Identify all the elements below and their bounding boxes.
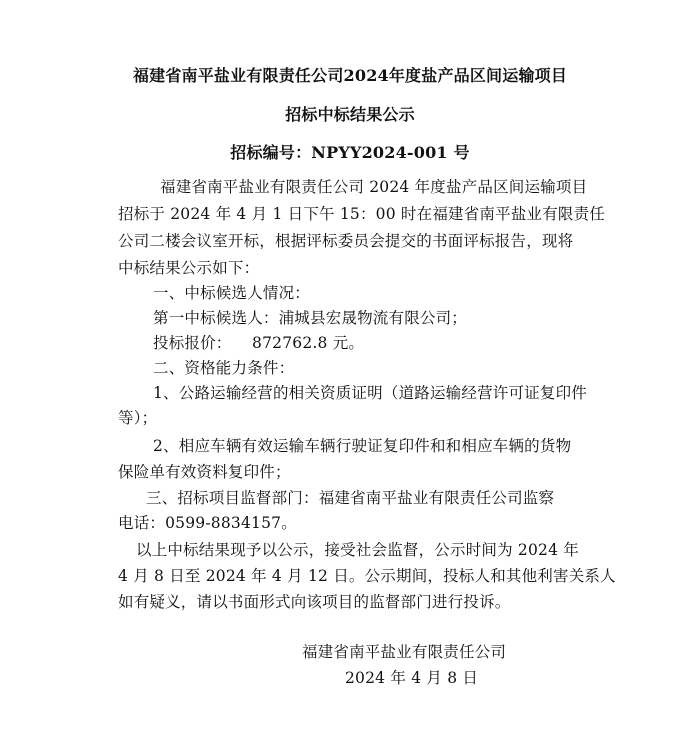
body-line: 中标结果公示如下： [118, 259, 260, 277]
bid-price: 投标报价： 872762.8 元。 [153, 334, 365, 352]
section-heading-candidates: 一、中标候选人情况： [153, 284, 311, 302]
notice-title-line-2: 招标中标结果公示 [285, 105, 415, 124]
publicity-paragraph: 以上中标结果现予以公示，接受社会监督，公示时间为 2024 年 [136, 541, 580, 559]
body-line: 招标于 2024 年 4 月 1 日下午 15：00 时在福建省南平盐业有限责任 [118, 205, 606, 223]
qualification-item-2-cont: 保险单有效资料复印件； [118, 463, 291, 481]
notice-title-line-1: 福建省南平盐业有限责任公司2024年度盐产品区间运输项目 [132, 66, 568, 85]
qualification-item-2: 2、相应车辆有效运输车辆行驶证复印件和和相应车辆的货物 [153, 437, 572, 455]
qualification-item-1-cont: 等）； [118, 409, 158, 427]
supervision-phone: 电话：0599-8834157。 [118, 514, 297, 532]
signature-date: 2024 年 4 月 8 日 [345, 669, 479, 687]
first-candidate: 第一中标候选人：浦城县宏晟物流有限公司； [153, 309, 468, 327]
qualification-item-1: 1、公路运输经营的相关资质证明（道路运输经营许可证复印件 [153, 384, 587, 402]
bid-number: 招标编号：NPYY2024-001 号 [230, 143, 470, 162]
publicity-paragraph-cont: 4 月 8 日至 2024 年 4 月 12 日。公示期间，投标人和其他利害关系人 [118, 567, 616, 585]
publicity-paragraph-cont: 如有疑义，请以书面形式向该项目的监督部门进行投诉。 [118, 593, 511, 611]
section-heading-qualifications: 二、资格能力条件： [153, 359, 295, 377]
section-heading-supervision: 三、招标项目监督部门：福建省南平盐业有限责任公司监察 [146, 489, 555, 507]
signature-company: 福建省南平盐业有限责任公司 [302, 643, 507, 661]
body-line: 公司二楼会议室开标，根据评标委员会提交的书面评标报告，现将 [118, 232, 574, 250]
body-line: 福建省南平盐业有限责任公司 2024 年度盐产品区间运输项目 [160, 178, 588, 196]
